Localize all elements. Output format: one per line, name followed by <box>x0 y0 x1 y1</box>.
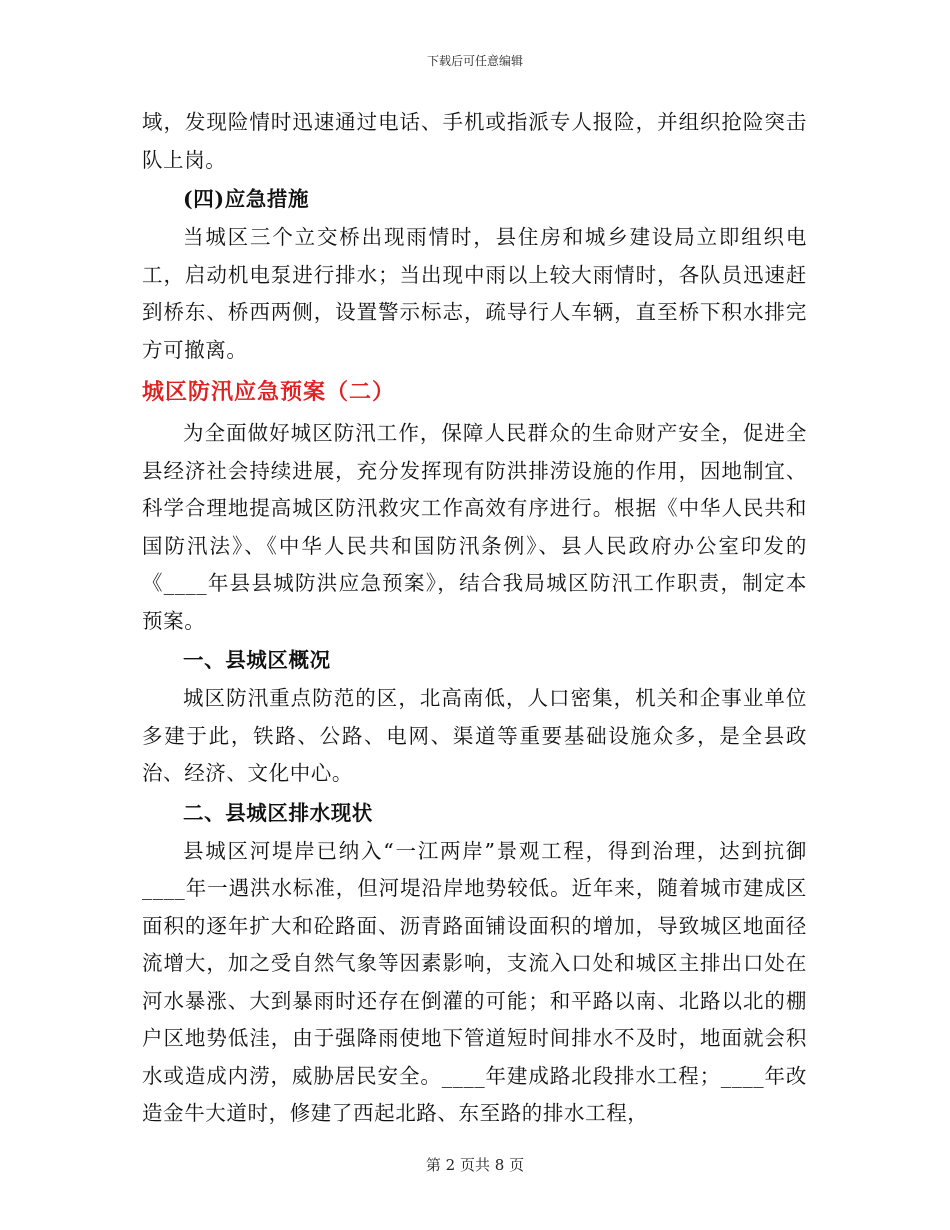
paragraph: 城区防汛重点防范的区，北高南低，人口密集，机关和企事业单位多建于此，铁路、公路、电网、渠道等重要基础设施众多，是全县政治、经济、文化中心。 <box>142 686 807 785</box>
section-heading: 一、县城区概况 <box>183 648 331 672</box>
section-heading: 二、县城区排水现状 <box>183 800 373 825</box>
paragraph: 域，发现险情时迅速通过电话、手机或指派专人报险，并组织抢险突击队上岗。 <box>142 110 807 172</box>
page-footer: 第 2 页共 8 页 <box>425 1156 525 1174</box>
section-heading: (四)应急措施 <box>183 187 310 211</box>
paragraph: 县城区河堤岸已纳入“一江两岸”景观工程，得到治理，达到抗御____年一遇洪水标准，但河堤沿岸地势较低。近年来，随着城市建成区面积的逐年扩大和砼路面、沥青路面铺设面积的增加，导致城区地面径流增大，加之受自然气象等因素影响，支流入口处和城区主排出口处在河水暴涨、大到暴雨时还存在倒灌的可能；和平路以南、北路以北的棚户区地势低洼，由于强降雨使地下管道短时间排水不及时，地面就会积水或造成内涝，威胁居民安全。____年建成路北段排水工程；____年改造金牛大道时，修建了西起北路、东至路的排水工程， <box>142 838 807 1125</box>
page-header: 下载后可任意编辑 <box>426 54 523 68</box>
document-body <box>142 104 807 1133</box>
document-title: 城区防汛应急预案（二） <box>142 379 396 405</box>
paragraph: 为全面做好城区防汛工作，保障人民群众的生命财产安全，促进全县经济社会持续进展，充分发挥现有防洪排涝设施的作用，因地制宜、科学合理地提高城区防汛救灾工作高效有序进行。根据《中华人民共和国防汛法》、《中华人民共和国防汛条例》、县人民政府办公室印发的《____年县县城防洪应急预案》，结合我局城区防汛工作职责，制定本预案。 <box>142 421 807 633</box>
paragraph: 当城区三个立交桥出现雨情时，县住房和城乡建设局立即组织电工，启动机电泵进行排水；当出现中雨以上较大雨情时，各队员迅速赶到桥东、桥西两侧，设置警示标志，疏导行人车辆，直至桥下积水排完方可撤离。 <box>142 225 807 362</box>
